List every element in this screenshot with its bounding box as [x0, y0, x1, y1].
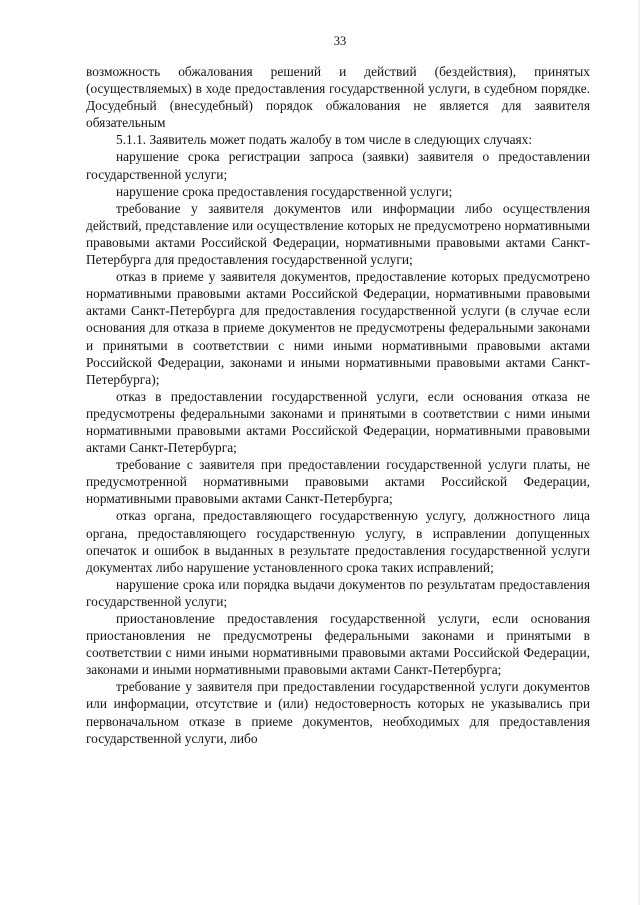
paragraph-refusal-to-correct: отказ органа, предоставляющего государственную услугу, должностного лица органа, предоставляющего государственную услугу, в исправлении допущенных опечаток и ошибок в выданных в результате предоставления государственной услуги документах либо нарушение установленного срока таких исправлений;	[86, 508, 590, 575]
paragraph-issuance-violation: нарушение срока или порядка выдачи документов по результатам предоставления государственной услуги;	[86, 576, 590, 609]
paragraph-missing-info-requirement: требование у заявителя при предоставлении государственной услуги документов или информации, отсутствие и (или) недостоверность которых не указывались при первоначальном отказе в приеме документов, необходимых для предоставления государственной услуги, либо	[86, 679, 590, 746]
body-text	[86, 63, 590, 747]
paragraph-appeal-possibility: возможность обжалования решений и действий (бездействия), принятых (осуществляемых) в ходе предоставления государственной услуги, в судебном порядке. Досудебный (внесудебный) порядок обжалования не является для заявителя обязательным	[86, 64, 590, 131]
paragraph-5-1-1-intro: 5.1.1. Заявитель может подать жалобу в том числе в следующих случаях:	[116, 132, 533, 148]
paragraph-registration-violation: нарушение срока регистрации запроса (заявки) заявителя о предоставлении государственной услуги;	[86, 149, 590, 182]
paragraph-refusal-of-service: отказ в предоставлении государственной услуги, если основания отказа не предусмотрены федеральными законами и принятыми в соответствии с ними иными нормативными правовыми актами Российской Федерации, нормативными правовыми актами Санкт-Петербурга;	[86, 388, 590, 456]
paragraph-illegal-fee: требование с заявителя при предоставлении государственной услуги платы, не предусмотренной нормативными правовыми актами Российской Федерации, нормативными правовыми актами Санкт-Петербурга;	[86, 457, 590, 507]
paragraph-refusal-to-accept: отказ в приеме у заявителя документов, предоставление которых предусмотрено нормативными правовыми актами Российской Федерации, нормативными правовыми актами Санкт-Петербурга для предоставления государственной услуги (в случае если основания для отказа в приеме документов не предусмотрены федеральными законами и принятыми в соответствии с ними иными нормативными правовыми актами Российской Федерации, законами и иными нормативными правовыми актами Санкт-Петербурга);	[86, 269, 590, 387]
page-number: 33	[333, 34, 347, 48]
paragraph-term-violation: нарушение срока предоставления государственной услуги;	[116, 183, 453, 199]
paragraph-excess-documents: требование у заявителя документов или информации либо осуществления действий, представление или осуществление которых не предусмотрено нормативными правовыми актами Российской Федерации, нормативными правовыми актами Санкт-Петербурга для предоставления государственной услуги;	[86, 200, 590, 268]
paragraph-suspension: приостановление предоставления государственной услуги, если основания приостановления не предусмотрены федеральными законами и принятыми в соответствии с ними иными нормативными правовыми актами Российской Федерации, законами и иными нормативными правовыми актами Санкт-Петербурга;	[86, 611, 590, 678]
